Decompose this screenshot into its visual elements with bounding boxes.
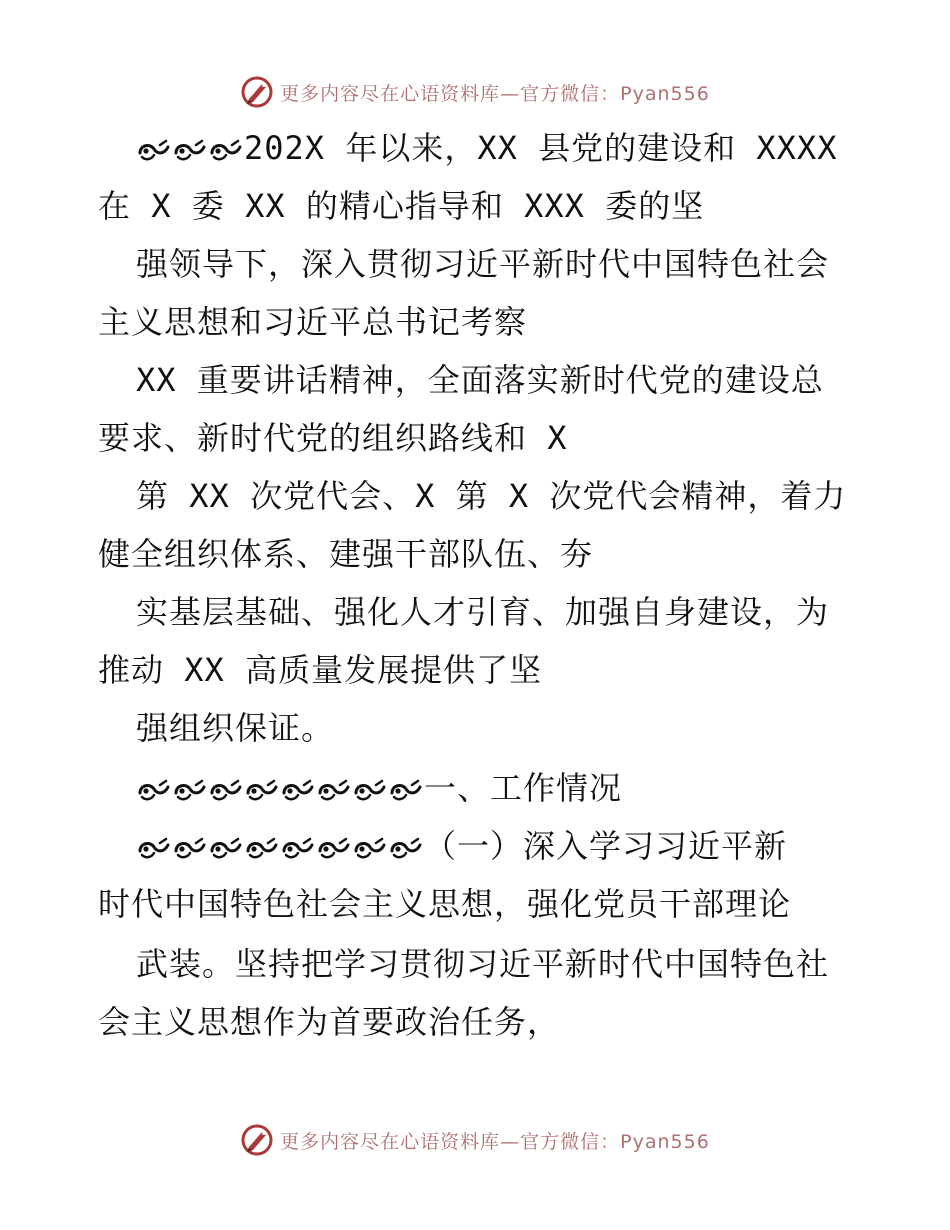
pen-logo-icon: [240, 1123, 274, 1157]
wechat-id: Pyan556: [620, 1130, 710, 1153]
ornament-icon: [208, 137, 244, 163]
ornament-icon: [280, 835, 316, 861]
section-heading: 一、工作情况: [136, 768, 622, 808]
ornament-icon: [352, 835, 388, 861]
paragraph-line: 在 X 委 XX 的精心指导和 XXX 委的坚: [98, 187, 705, 225]
ornament-icon: [388, 777, 424, 803]
ornament-icon: [136, 137, 172, 163]
ornament-icon: [352, 777, 388, 803]
ornament-icon: [136, 777, 172, 803]
paragraph-line: 主义思想和习近平总书记考察: [98, 303, 528, 341]
paragraph-line: 实基层基础、强化人才引育、加强自身建设，为: [136, 593, 830, 631]
watermark-text: 更多内容尽在心语资料库—官方微信：Pyan556: [280, 82, 710, 105]
paragraph-line: 强组织保证。: [136, 709, 335, 747]
paragraph-line: 时代中国特色社会主义思想，强化党员干部理论: [98, 885, 792, 923]
paragraph-line: 武装。坚持把学习贯彻习近平新时代中国特色社: [136, 945, 830, 983]
paragraph-line: 推动 XX 高质量发展提供了坚: [98, 651, 543, 689]
wechat-id: Pyan556: [620, 82, 710, 105]
ornament-icon: [208, 835, 244, 861]
ornament-icon: [244, 835, 280, 861]
watermark-banner-bottom: [0, 1120, 950, 1160]
paragraph-line: 202X 年以来，XX 县党的建设和 XXXX: [136, 128, 837, 168]
ornament-icon: [244, 777, 280, 803]
watermark-text: 更多内容尽在心语资料库—官方微信：Pyan556: [280, 1130, 710, 1153]
ornament-icon: [172, 835, 208, 861]
paragraph-line: 强领导下，深入贯彻习近平新时代中国特色社会: [136, 245, 830, 283]
paragraph-line: 第 XX 次党代会、X 第 X 次党代会精神，着力: [136, 477, 847, 515]
paragraph-line: XX 重要讲话精神，全面落实新时代党的建设总: [136, 361, 824, 399]
ornament-icon: [280, 777, 316, 803]
ornament-icon: [136, 835, 172, 861]
ornament-icon: [208, 777, 244, 803]
ornament-icon: [172, 777, 208, 803]
ornament-icon: [316, 777, 352, 803]
ornament-icon: [172, 137, 208, 163]
subsection-heading: （一）深入学习习近平新: [136, 826, 787, 866]
ornament-icon: [388, 835, 424, 861]
paragraph-line: 健全组织体系、建强干部队伍、夯: [98, 535, 594, 573]
paragraph-line: 要求、新时代党的组织路线和 X: [98, 419, 568, 457]
ornament-icon: [316, 835, 352, 861]
paragraph-line: 会主义思想作为首要政治任务，: [98, 1003, 561, 1041]
